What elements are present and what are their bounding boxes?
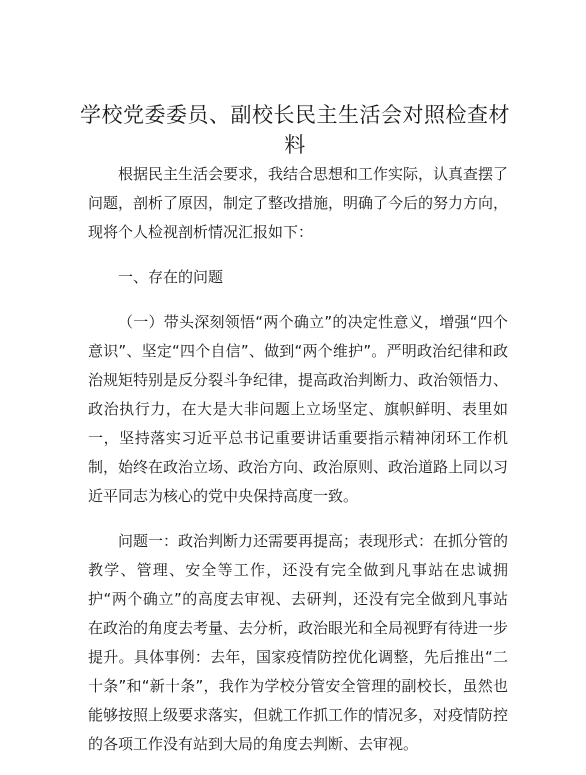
document-body — [88, 160, 508, 775]
paragraph-two: 问题一：政治判断力还需要再提高；表现形式：在抓分管的教学、管理、安全等工作，还没有完全做到凡事站在忠诚拥护“两个确立”的高度去审视、去研判，还没有完全做到凡事站在政治的角度去考量、去分析，政治眼光和全局视野有待进一步提升。具体事例：去年，国家疫情防控优化调整，先后推出“二十条”和“新十条”，我作为学校分管安全管理的副校长，虽然也能够按照上级要求落实，但就工作抓工作的情况多，对疫情防控的各项工作没有站到大局的角度去判断、去审视。 — [88, 532, 509, 753]
paragraph-one: （一）带头深刻领悟“两个确立”的决定性意义，增强“四个意识”、坚定“四个自信”、做到“两个维护”。严明政治纪律和政治规矩特别是反分裂斗争纪律，提高政治判断力、政治领悟力、政治执行力，在大是大非问题上立场坚定、旗帜鲜明、表里如一，坚持落实习近平总书记重要讲话重要指示精神闭环工作机制，始终在政治立场、政治方向、政治原则、政治道路上同以习近平同志为核心的党中央保持高度一致。 — [88, 313, 509, 505]
intro-paragraph: 根据民主生活会要求，我结合思想和工作实际，认真查摆了问题，剖析了原因，制定了整改措施，明确了今后的努力方向，现将个人检视剖析情况汇报如下： — [88, 165, 509, 241]
document-title: 学校党委委员、副校长民主生活会对照检查材料 — [80, 103, 510, 157]
section-heading: 一、存在的问题 — [118, 268, 224, 286]
